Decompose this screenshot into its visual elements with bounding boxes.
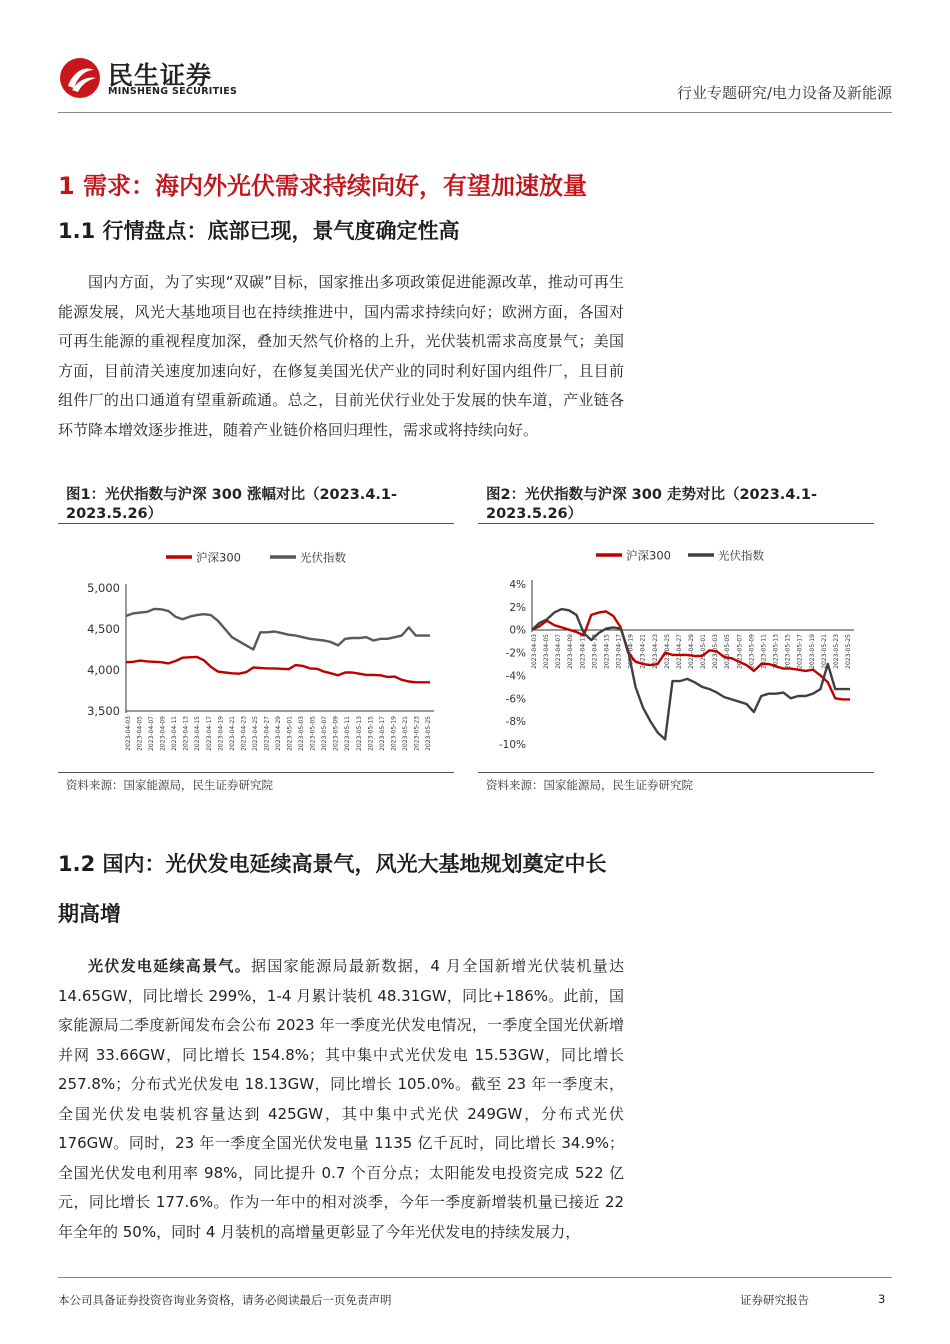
x-tick-label-0-15: 2023-05-03 (298, 716, 306, 751)
footer-page-number: 3 (878, 1292, 886, 1306)
brand-logo-icon (58, 56, 102, 100)
section-1-2-title-line1: 1.2 国内：光伏发电延续高景气，风光大基地规划奠定中长 (58, 852, 607, 876)
figure-2-title-line1: 图2：光伏指数与沪深 300 走势对比（2023.4.1- (486, 487, 818, 503)
x-tick-label-0-9: 2023-04-21 (228, 716, 236, 751)
x-tick-label-0-1: 2023-04-05 (136, 716, 144, 751)
x-tick-label-1-13: 2023-04-29 (688, 634, 695, 669)
y-tick-label-0-2: 4,500 (87, 622, 120, 636)
x-tick-label-0-20: 2023-05-13 (355, 716, 363, 751)
x-tick-label-1-21: 2023-05-15 (784, 634, 792, 669)
x-tick-label-0-25: 2023-05-23 (413, 716, 421, 751)
figure-2-title (486, 486, 876, 524)
x-tick-label-0-3: 2023-04-09 (159, 716, 167, 751)
x-tick-label-1-9: 2023-04-21 (639, 634, 647, 669)
x-tick-label-1-19: 2023-05-11 (760, 634, 768, 669)
paragraph-lead: 光伏发电延续高景气。 (88, 957, 252, 975)
x-tick-label-0-17: 2023-05-07 (321, 716, 329, 751)
x-tick-label-1-8: 2023-04-19 (627, 634, 635, 669)
x-tick-label-0-5: 2023-04-13 (182, 716, 190, 751)
x-tick-label-0-13: 2023-04-29 (275, 716, 282, 751)
paragraph-domestic-demand (58, 952, 624, 1247)
figure-2-chart (478, 530, 874, 766)
x-tick-label-1-22: 2023-05-17 (796, 634, 804, 669)
y-tick-label-1-0: -10% (498, 739, 526, 751)
series-line-0-1 (126, 609, 430, 650)
figure-1-title-line1: 图1：光伏指数与沪深 300 涨幅对比（2023.4.1- (66, 487, 398, 503)
x-tick-label-1-1: 2023-04-05 (543, 634, 551, 669)
figure-2-source: 资料来源：国家能源局，民生证券研究院 (486, 778, 693, 792)
figure-1-title (66, 486, 456, 524)
brand-name-cn: 民生证券 (108, 61, 213, 90)
x-tick-label-1-14: 2023-05-01 (700, 634, 708, 669)
paragraph-market-review: 国内方面，为了实现“双碳”目标，国家推出多项政策促进能源改革，推动可再生能源发展，风光大基地项目也在持续推进中，国内需求持续向好；欧洲方面，各国对可再生能源的重视程度加深，叠加天然气价格的上升，光伏装机需求高度景气；美国方面，目前清关速度加速向好，在修复美国光伏产业的同时利好国内组件厂，且目前组件厂的出口通道有望重新疏通。总之，目前光伏行业处于发展的快车道，产业链各环节降本增效逐步推进，随着产业链价格回归理性，需求或将持续向好。 (58, 273, 624, 439)
section-1-2-title-line2: 期高增 (58, 902, 121, 926)
x-tick-label-1-20: 2023-05-13 (772, 634, 780, 669)
footer-divider (58, 1277, 892, 1278)
figure-1-title-line2: 2023.5.26） (66, 506, 163, 522)
y-tick-label-1-1: -8% (505, 716, 526, 729)
x-tick-label-1-5: 2023-04-13 (591, 634, 599, 669)
x-tick-label-1-10: 2023-04-23 (651, 634, 659, 669)
x-tick-label-1-15: 2023-05-03 (712, 634, 720, 669)
x-tick-label-1-16: 2023-05-05 (724, 634, 732, 669)
x-tick-label-1-0: 2023-04-03 (531, 634, 538, 669)
x-tick-label-1-11: 2023-04-25 (663, 634, 671, 669)
x-tick-label-0-2: 2023-04-07 (148, 716, 156, 751)
x-tick-label-1-24: 2023-05-21 (820, 634, 828, 669)
x-tick-label-0-12: 2023-04-27 (263, 716, 271, 751)
legend-label-0-1: 光伏指数 (300, 550, 346, 565)
x-tick-label-0-14: 2023-05-01 (286, 716, 294, 751)
section-path: 行业专题研究/电力设备及新能源 (676, 84, 892, 102)
y-tick-label-1-4: -2% (505, 647, 526, 660)
x-tick-label-1-2: 2023-04-07 (555, 634, 563, 669)
figure-2-title-line2: 2023.5.26） (486, 506, 583, 522)
x-tick-label-0-26: 2023-05-25 (425, 716, 432, 751)
y-tick-label-1-5: 0% (509, 624, 526, 637)
y-tick-label-0-0: 3,500 (87, 704, 120, 718)
legend-label-1-0: 沪深300 (626, 548, 671, 563)
legend-label-0-0: 沪深300 (196, 550, 241, 565)
y-tick-label-1-2: -6% (505, 693, 526, 706)
series-line-0-0 (126, 657, 430, 682)
y-tick-label-0-1: 4,000 (87, 663, 120, 677)
x-tick-label-0-22: 2023-05-17 (378, 716, 386, 751)
brand-logo (58, 56, 102, 100)
section-1-1-title: 1.1 行情盘点：底部已现，景气度确定性高 (58, 219, 460, 243)
y-tick-label-1-7: 4% (509, 579, 526, 591)
x-tick-label-0-16: 2023-05-05 (309, 716, 317, 751)
y-tick-label-1-6: 2% (509, 601, 526, 614)
x-tick-label-1-7: 2023-04-17 (615, 634, 623, 669)
footer-report-type: 证券研究报告 (740, 1293, 809, 1307)
x-tick-label-0-6: 2023-04-15 (194, 716, 202, 751)
x-tick-label-1-6: 2023-04-15 (603, 634, 611, 669)
x-tick-label-0-21: 2023-05-15 (367, 716, 375, 751)
paragraph-body: 据国家能源局最新数据，4 月全国新增光伏装机量达 14.65GW，同比增长 299%，1-4 月累计装机 48.31GW，同比+186%。此前，国家能源局二季度新闻发布会公布 2023 年一季度光伏发电情况，一季度全国光伏新增并网 33.66GW，同比增长 154.8%；其中集中式光伏发电 15.53GW，同比增长 257.8%；分布式光伏发电 18.13GW，同比增长 105.0%。截至 23 年一季度末，全国光伏发电装机容量达到 425GW，其中集中式光伏 249GW，分布式光伏 176GW。同时，23 年一季度全国光伏发电量 1135 亿千瓦时，同比增长 34.9%；全国光伏发电利用率 98%，同比提升 0.7 个百分点；太阳能发电投资完成 522 亿元，同比增长 177.6%。作为一年中的相对淡季，今年一季度新增装机量已接近 22 年全年的 50%，同时 4 月装机的高增量更彰显了今年光伏发电的持续发展力， (58, 957, 624, 1241)
y-tick-label-0-3: 5,000 (87, 581, 120, 595)
x-tick-label-0-23: 2023-05-19 (390, 716, 398, 751)
figure-2-top-rule (478, 523, 874, 524)
x-tick-label-1-26: 2023-05-25 (845, 634, 852, 669)
y-tick-label-1-3: -4% (505, 670, 526, 683)
x-tick-label-0-8: 2023-04-19 (217, 716, 225, 751)
brand-name-en: MINSHENG SECURITIES (108, 86, 238, 97)
legend-label-1-1: 光伏指数 (718, 548, 764, 563)
x-tick-label-0-0: 2023-04-03 (125, 716, 132, 751)
x-tick-label-0-19: 2023-05-11 (344, 716, 352, 751)
x-tick-label-0-24: 2023-05-21 (401, 716, 409, 751)
x-tick-label-0-10: 2023-04-23 (240, 716, 248, 751)
footer-disclaimer: 本公司具备证券投资咨询业务资格，请务必阅读最后一页免责声明 (58, 1293, 392, 1307)
header-divider (58, 112, 892, 113)
x-tick-label-1-23: 2023-05-19 (808, 634, 816, 669)
figure-1-bottom-rule (58, 772, 454, 773)
section-1-title: 1 需求：海内外光伏需求持续向好，有望加速放量 (58, 172, 588, 200)
x-tick-label-1-17: 2023-05-07 (736, 634, 744, 669)
x-tick-label-0-18: 2023-05-09 (332, 716, 340, 751)
x-tick-label-0-4: 2023-04-11 (171, 716, 179, 751)
x-tick-label-0-11: 2023-04-25 (251, 716, 259, 751)
series-line-1-1 (532, 609, 850, 739)
x-tick-label-1-25: 2023-05-23 (832, 634, 840, 669)
x-tick-label-1-18: 2023-05-09 (748, 634, 756, 669)
figure-1-chart (58, 530, 454, 766)
x-tick-label-1-4: 2023-04-11 (579, 634, 587, 669)
figure-1-top-rule (58, 523, 454, 524)
x-tick-label-1-3: 2023-04-09 (567, 634, 575, 669)
figure-2-bottom-rule (478, 772, 874, 773)
x-tick-label-0-7: 2023-04-17 (205, 716, 213, 751)
figure-1-source: 资料来源：国家能源局，民生证券研究院 (66, 778, 273, 792)
x-tick-label-1-12: 2023-04-27 (675, 634, 683, 669)
